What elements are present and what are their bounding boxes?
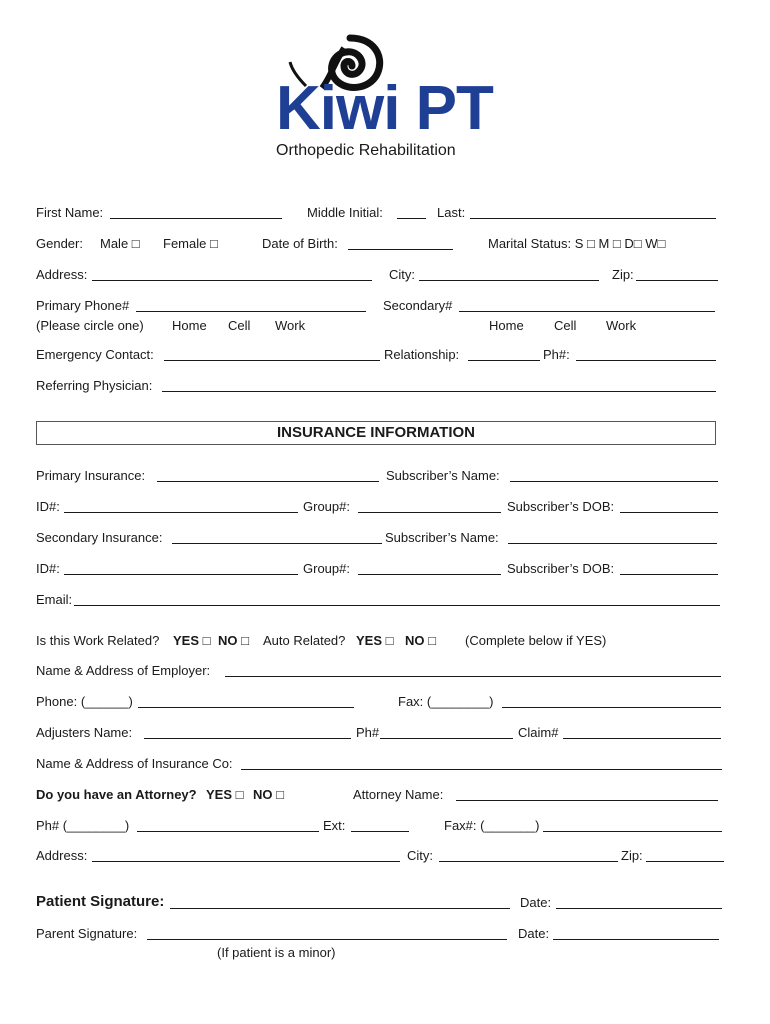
auto-related-question: Auto Related?	[263, 633, 346, 648]
secondary-subscriber-dob-field[interactable]	[620, 574, 718, 575]
attorney-city-label: City:	[407, 848, 433, 863]
referring-physician-field[interactable]	[162, 391, 716, 392]
last-name-field[interactable]	[470, 218, 716, 219]
secondary-subscriber-name-label: Subscriber’s Name:	[385, 530, 499, 545]
employer-field[interactable]	[225, 676, 721, 677]
primary-group-field[interactable]	[358, 512, 501, 513]
male-checkbox[interactable]: Male □	[100, 236, 140, 251]
middle-initial-field[interactable]	[397, 218, 426, 219]
first-name-field[interactable]	[110, 218, 282, 219]
primary-work-option[interactable]: Work	[275, 318, 306, 333]
employer-phone-field[interactable]	[138, 707, 354, 708]
attorney-zip-field[interactable]	[646, 861, 724, 862]
auto-yes-checkbox[interactable]: YES □	[356, 633, 394, 648]
patient-signature-label: Patient Signature:	[36, 893, 165, 910]
emergency-phone-label: Ph#:	[543, 347, 570, 362]
primary-id-field[interactable]	[64, 512, 298, 513]
adjusters-name-field[interactable]	[144, 738, 351, 739]
zip-label: Zip:	[612, 267, 634, 282]
secondary-id-field[interactable]	[64, 574, 298, 575]
address-field[interactable]	[92, 280, 372, 281]
marital-status-checkboxes[interactable]: Marital Status: S □ M □ D□ W□	[488, 236, 666, 251]
secondary-home-option[interactable]: Home	[489, 318, 524, 333]
work-related-question: Is this Work Related?	[36, 633, 160, 648]
address-label: Address:	[36, 267, 88, 282]
attorney-yes-checkbox[interactable]: YES □	[206, 787, 244, 802]
claim-label: Claim#	[518, 725, 559, 740]
attorney-address-field[interactable]	[92, 861, 400, 862]
complete-below-note: (Complete below if YES)	[465, 633, 607, 648]
secondary-phone-field[interactable]	[459, 311, 715, 312]
primary-insurance-label: Primary Insurance:	[36, 468, 146, 483]
secondary-subscriber-name-field[interactable]	[508, 543, 717, 544]
patient-date-field[interactable]	[556, 908, 722, 909]
adjuster-phone-label: Ph#	[356, 725, 380, 740]
attorney-ext-field[interactable]	[351, 831, 409, 832]
work-no-checkbox[interactable]: NO □	[218, 633, 249, 648]
parent-date-field[interactable]	[553, 939, 719, 940]
female-checkbox[interactable]: Female □	[163, 236, 218, 251]
parent-signature-field[interactable]	[147, 939, 507, 940]
attorney-name-label: Attorney Name:	[353, 787, 444, 802]
attorney-question: Do you have an Attorney?	[36, 787, 197, 802]
email-label: Email:	[36, 592, 73, 607]
logo-subtitle: Orthopedic Rehabilitation	[276, 142, 456, 159]
logo-title: Kiwi PT	[276, 74, 493, 143]
attorney-fax-label: Fax#: (_______)	[444, 818, 540, 833]
primary-phone-field[interactable]	[136, 311, 366, 312]
employer-fax-label: Fax: (________)	[398, 694, 494, 709]
minor-note: (If patient is a minor)	[217, 945, 336, 960]
dob-label: Date of Birth:	[262, 236, 338, 251]
attorney-no-checkbox[interactable]: NO □	[253, 787, 284, 802]
primary-group-label: Group#:	[303, 499, 350, 514]
primary-phone-label: Primary Phone#	[36, 298, 130, 313]
relationship-label: Relationship:	[384, 347, 460, 362]
referring-physician-label: Referring Physician:	[36, 378, 153, 393]
attorney-address-label: Address:	[36, 848, 88, 863]
patient-signature-field[interactable]	[170, 908, 510, 909]
primary-cell-option[interactable]: Cell	[228, 318, 251, 333]
emergency-phone-field[interactable]	[576, 360, 716, 361]
adjuster-phone-field[interactable]	[380, 738, 513, 739]
parent-date-label: Date:	[518, 926, 550, 941]
emergency-contact-label: Emergency Contact:	[36, 347, 154, 362]
secondary-cell-option[interactable]: Cell	[554, 318, 577, 333]
secondary-insurance-field[interactable]	[172, 543, 382, 544]
primary-subscriber-name-field[interactable]	[510, 481, 718, 482]
relationship-field[interactable]	[468, 360, 540, 361]
insurance-section-header: INSURANCE INFORMATION	[36, 421, 716, 445]
zip-field[interactable]	[636, 280, 718, 281]
circle-one-note: (Please circle one)	[36, 318, 144, 333]
primary-subscriber-dob-field[interactable]	[620, 512, 718, 513]
secondary-work-option[interactable]: Work	[606, 318, 637, 333]
employer-phone-label: Phone: (______)	[36, 694, 133, 709]
secondary-phone-label: Secondary#	[383, 298, 453, 313]
primary-home-option[interactable]: Home	[172, 318, 207, 333]
adjusters-name-label: Adjusters Name:	[36, 725, 133, 740]
attorney-zip-label: Zip:	[621, 848, 643, 863]
email-field[interactable]	[74, 605, 720, 606]
dob-field[interactable]	[348, 249, 453, 250]
patient-date-label: Date:	[520, 895, 552, 910]
primary-insurance-field[interactable]	[157, 481, 379, 482]
secondary-insurance-label: Secondary Insurance:	[36, 530, 163, 545]
attorney-phone-field[interactable]	[137, 831, 319, 832]
attorney-phone-label: Ph# (________)	[36, 818, 130, 833]
city-label: City:	[389, 267, 415, 282]
employer-label: Name & Address of Employer:	[36, 663, 211, 678]
claim-field[interactable]	[563, 738, 721, 739]
insurance-co-field[interactable]	[241, 769, 722, 770]
work-yes-checkbox[interactable]: YES □	[173, 633, 211, 648]
primary-subscriber-dob-label: Subscriber’s DOB:	[507, 499, 615, 514]
attorney-city-field[interactable]	[439, 861, 618, 862]
primary-subscriber-name-label: Subscriber’s Name:	[386, 468, 500, 483]
secondary-id-label: ID#:	[36, 561, 60, 576]
employer-fax-field[interactable]	[502, 707, 721, 708]
attorney-ext-label: Ext:	[323, 818, 346, 833]
emergency-contact-field[interactable]	[164, 360, 380, 361]
primary-id-label: ID#:	[36, 499, 60, 514]
parent-signature-label: Parent Signature:	[36, 926, 138, 941]
auto-no-checkbox[interactable]: NO □	[405, 633, 436, 648]
attorney-name-field[interactable]	[456, 800, 718, 801]
gender-label: Gender:	[36, 236, 83, 251]
secondary-subscriber-dob-label: Subscriber’s DOB:	[507, 561, 615, 576]
first-name-label: First Name:	[36, 205, 104, 220]
attorney-fax-field[interactable]	[543, 831, 722, 832]
middle-initial-label: Middle Initial:	[307, 205, 383, 220]
city-field[interactable]	[419, 280, 599, 281]
insurance-co-label: Name & Address of Insurance Co:	[36, 756, 233, 771]
secondary-group-field[interactable]	[358, 574, 501, 575]
last-name-label: Last:	[437, 205, 466, 220]
secondary-group-label: Group#:	[303, 561, 350, 576]
